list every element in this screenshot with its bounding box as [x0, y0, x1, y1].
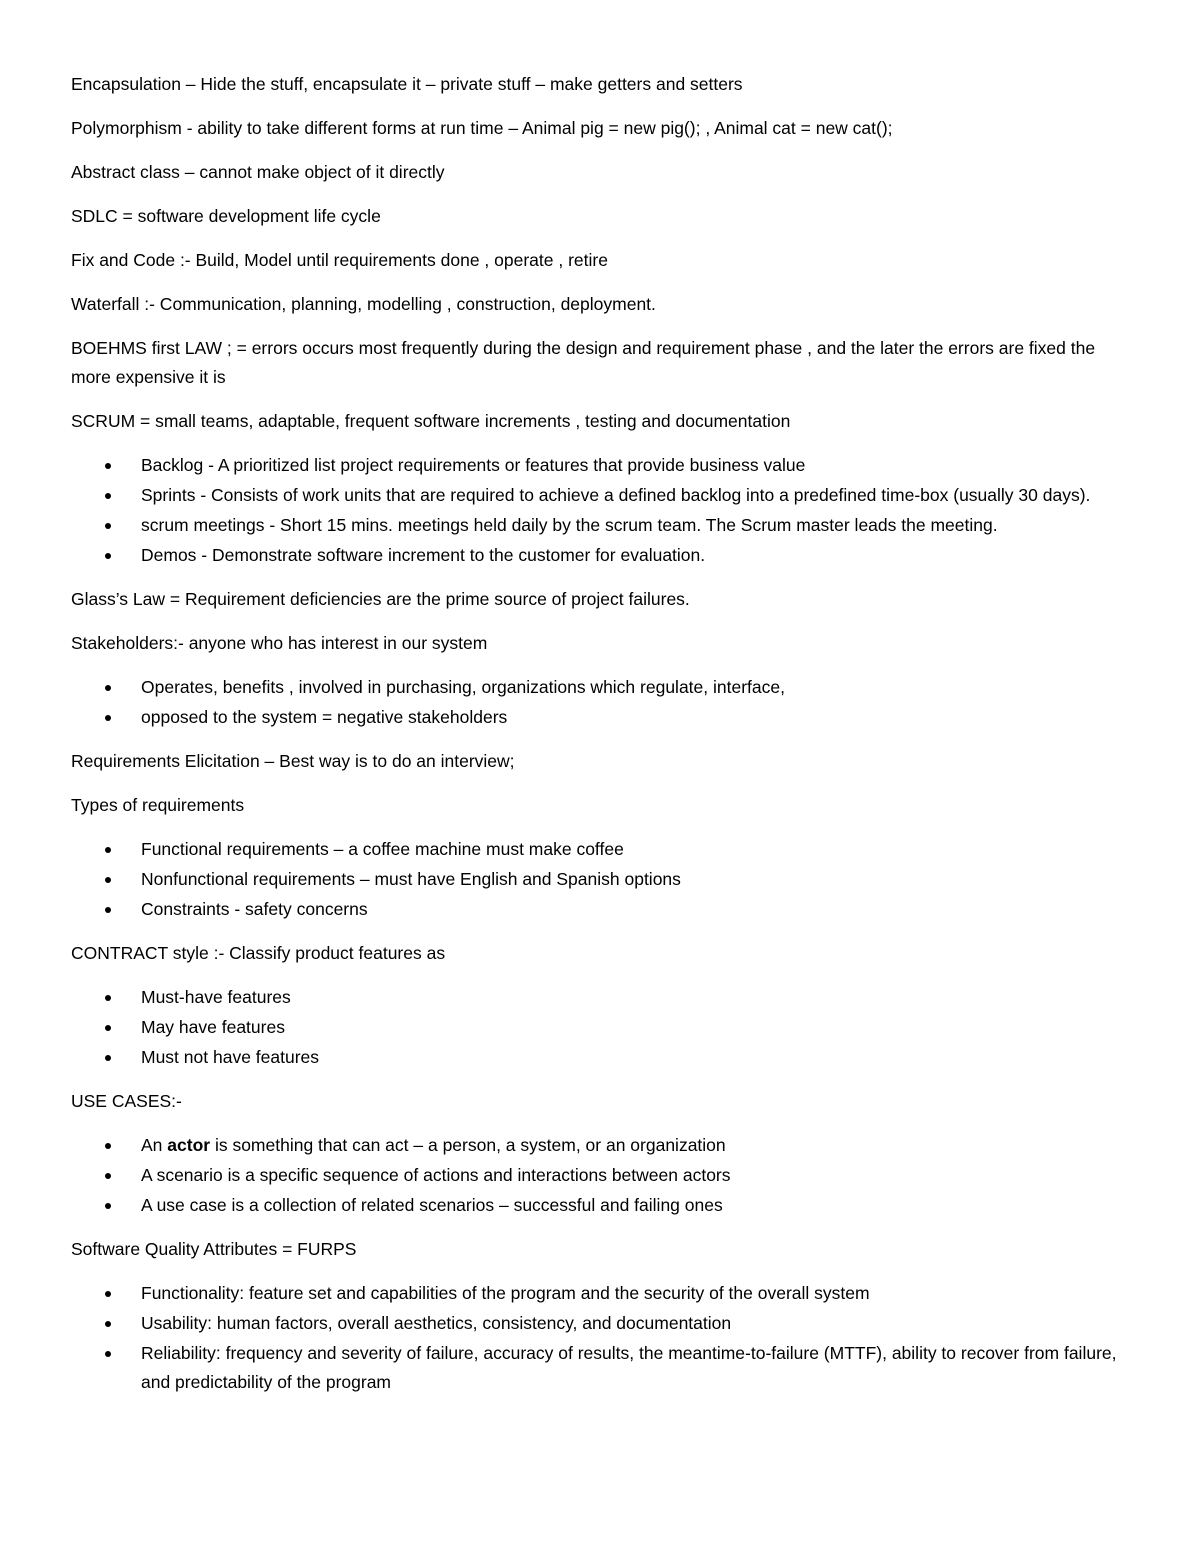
bullet-icon [105, 1173, 111, 1179]
list-item-text: Must-have features [141, 987, 291, 1007]
list-item-text: Usability: human factors, overall aesthetics, consistency, and documentation [141, 1313, 732, 1333]
list-item [71, 1309, 1131, 1338]
use-cases-line: USE CASES:- [71, 1091, 182, 1111]
bullet-icon [105, 1143, 111, 1149]
list-item [71, 541, 1131, 570]
list-item-text: Reliability: frequency and severity of failure, accuracy of results, the meantime-to-failure (MTTF), ability to recover from failure, and predictability of the program [141, 1343, 1117, 1392]
bullet-icon [105, 493, 111, 499]
use-cases-list [71, 1131, 1131, 1220]
bullet-icon [105, 877, 111, 883]
furps-list [71, 1279, 1131, 1397]
list-item-text: Constraints - safety concerns [141, 899, 368, 919]
list-item-text: opposed to the system = negative stakeholders [141, 707, 508, 727]
list-item [71, 1131, 1131, 1160]
list-item-text: A use case is a collection of related scenarios – successful and failing ones [141, 1195, 723, 1215]
list-item-text: scrum meetings - Short 15 mins. meetings held daily by the scrum team. The Scrum master leads the meeting. [141, 515, 998, 535]
bullet-icon [105, 995, 111, 1001]
actor-prefix: An [141, 1135, 168, 1155]
scrum-line: SCRUM = small teams, adaptable, frequent software increments , testing and documentation [71, 411, 791, 431]
document-page [71, 70, 1131, 1412]
boehms-law-line: BOEHMS first LAW ; = errors occurs most frequently during the design and requirement phase , and the later the errors are fixed the more expensive it is [71, 338, 1096, 387]
contract-list [71, 983, 1131, 1072]
types-of-requirements-line: Types of requirements [71, 795, 245, 815]
bullet-icon [105, 463, 111, 469]
encapsulation-line: Encapsulation – Hide the stuff, encapsulate it – private stuff – make getters and setters [71, 74, 743, 94]
list-item-text: Operates, benefits , involved in purchasing, organizations which regulate, interface, [141, 677, 785, 697]
bullet-icon [105, 523, 111, 529]
requirements-list [71, 835, 1131, 924]
stakeholders-line: Stakeholders:- anyone who has interest in our system [71, 633, 488, 653]
list-item [71, 1191, 1131, 1220]
bullet-icon [105, 553, 111, 559]
list-item-text: May have features [141, 1017, 285, 1037]
polymorphism-line: Polymorphism - ability to take different forms at run time – Animal pig = new pig(); , Animal cat = new cat(); [71, 118, 893, 138]
abstract-class-line: Abstract class – cannot make object of it directly [71, 162, 445, 182]
list-item [71, 703, 1131, 732]
bullet-icon [105, 1203, 111, 1209]
glass-law-line: Glass’s Law = Requirement deficiencies are the prime source of project failures. [71, 589, 690, 609]
list-item [71, 1161, 1131, 1190]
elicitation-line: Requirements Elicitation – Best way is to do an interview; [71, 751, 515, 771]
bullet-icon [105, 847, 111, 853]
list-item [71, 835, 1131, 864]
fix-and-code-line: Fix and Code :- Build, Model until requirements done , operate , retire [71, 250, 608, 270]
list-item [71, 895, 1131, 924]
list-item [71, 1279, 1131, 1308]
bullet-icon [105, 685, 111, 691]
list-item [71, 511, 1131, 540]
list-item-text: Must not have features [141, 1047, 320, 1067]
contract-style-line: CONTRACT style :- Classify product features as [71, 943, 446, 963]
bullet-icon [105, 907, 111, 913]
list-item [71, 481, 1131, 510]
actor-suffix: is something that can act – a person, a system, or an organization [210, 1135, 726, 1155]
list-item-text: Backlog - A prioritized list project requirements or features that provide business value [141, 455, 806, 475]
list-item-text: Functionality: feature set and capabilities of the program and the security of the overall system [141, 1283, 870, 1303]
list-item [71, 983, 1131, 1012]
bullet-icon [105, 1291, 111, 1297]
list-item [71, 1043, 1131, 1072]
stakeholder-list [71, 673, 1131, 732]
bullet-icon [105, 1055, 111, 1061]
list-item-text: Sprints - Consists of work units that are required to achieve a defined backlog into a predefined time-box (usually 30 days). [141, 485, 1091, 505]
bullet-icon [105, 1321, 111, 1327]
list-item-text: Functional requirements – a coffee machine must make coffee [141, 839, 624, 859]
list-item [71, 451, 1131, 480]
list-item-text: Demos - Demonstrate software increment to the customer for evaluation. [141, 545, 706, 565]
sdlc-line: SDLC = software development life cycle [71, 206, 381, 226]
list-item [71, 865, 1131, 894]
list-item-text: A scenario is a specific sequence of actions and interactions between actors [141, 1165, 731, 1185]
bullet-icon [105, 715, 111, 721]
list-item [71, 1013, 1131, 1042]
bullet-icon [105, 1025, 111, 1031]
quality-attributes-line: Software Quality Attributes = FURPS [71, 1239, 357, 1259]
bullet-icon [105, 1351, 111, 1357]
list-item [71, 673, 1131, 702]
waterfall-line: Waterfall :- Communication, planning, modelling , construction, deployment. [71, 294, 656, 314]
actor-term: actor [167, 1135, 211, 1155]
list-item [71, 1339, 1131, 1397]
scrum-list [71, 451, 1131, 570]
list-item-text: Nonfunctional requirements – must have English and Spanish options [141, 869, 681, 889]
